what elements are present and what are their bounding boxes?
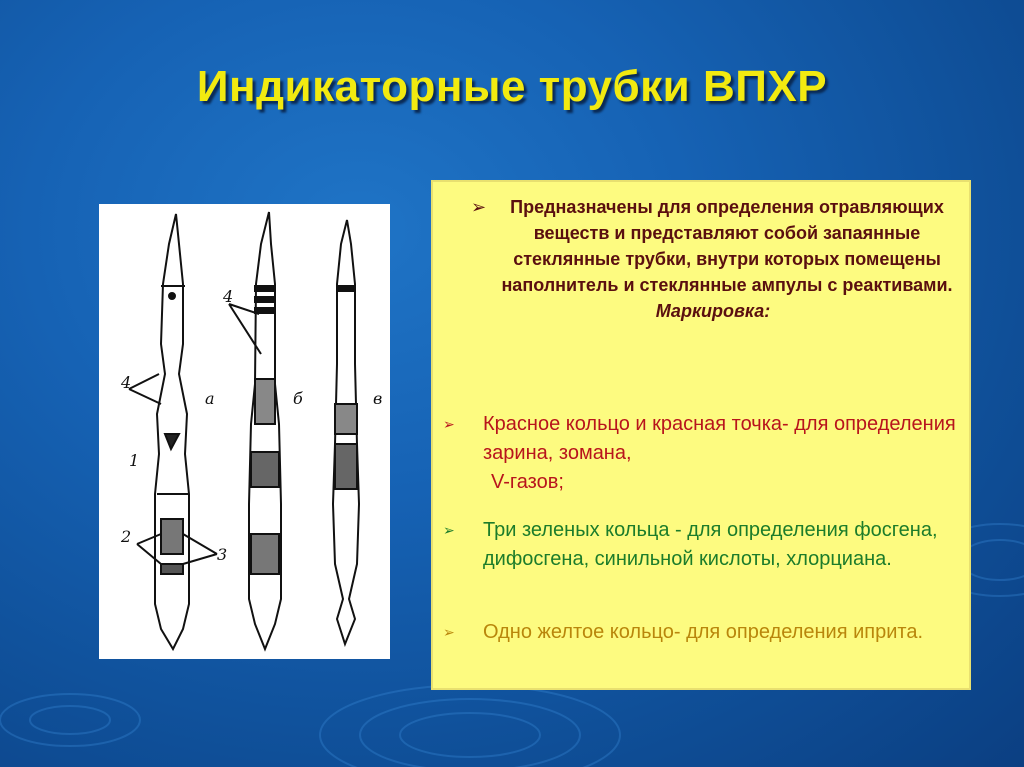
intro-paragraph: [463, 194, 963, 324]
bullet-arrow-icon: ➢: [443, 416, 455, 432]
bullet-arrow-icon: ➢: [443, 522, 455, 538]
list-item-green: [443, 516, 963, 574]
intro-text: Предназначены для определения отравляющих веществ и представляют собой запаянные стеклянные трубки, внутри которых помещены наполнитель и стеклянные ампулы с реактивами.: [501, 197, 953, 295]
tubes-illustration: [99, 204, 390, 659]
slide-title: Индикаторные трубки ВПХР: [196, 62, 828, 111]
list-item-text: Одно желтое кольцо- для определения иприта.: [483, 621, 923, 643]
description-box: [431, 180, 971, 690]
tube-label-b: б: [293, 389, 303, 408]
list-item-yellow: [443, 618, 963, 647]
list-item-red: [443, 410, 963, 497]
marking-label: Маркировка:: [655, 301, 771, 321]
list-item-text: Три зеленых кольца - для определения фосгена, дифосгена, синильной кислоты, хлорциана.: [483, 519, 938, 570]
part-label-1: 1: [129, 451, 140, 470]
list-item-text: Красное кольцо и красная точка- для определения зарина, зомана,: [483, 413, 956, 464]
part-label-4a: 4: [121, 373, 132, 392]
tube-label-c: в: [373, 389, 383, 408]
list-item-continuation: V-газов;: [491, 471, 564, 493]
tube-label-a: а: [205, 389, 215, 408]
tube-b-drawing: [249, 212, 281, 649]
tube-c-drawing: [333, 220, 359, 644]
part-label-2: 2: [121, 527, 132, 546]
part-label-4b: 4: [223, 287, 234, 306]
tube-a-drawing: [155, 214, 189, 649]
part-label-3: 3: [217, 545, 228, 564]
bullet-arrow-icon: ➢: [443, 624, 455, 640]
bullet-arrow-icon: ➢: [471, 197, 487, 217]
